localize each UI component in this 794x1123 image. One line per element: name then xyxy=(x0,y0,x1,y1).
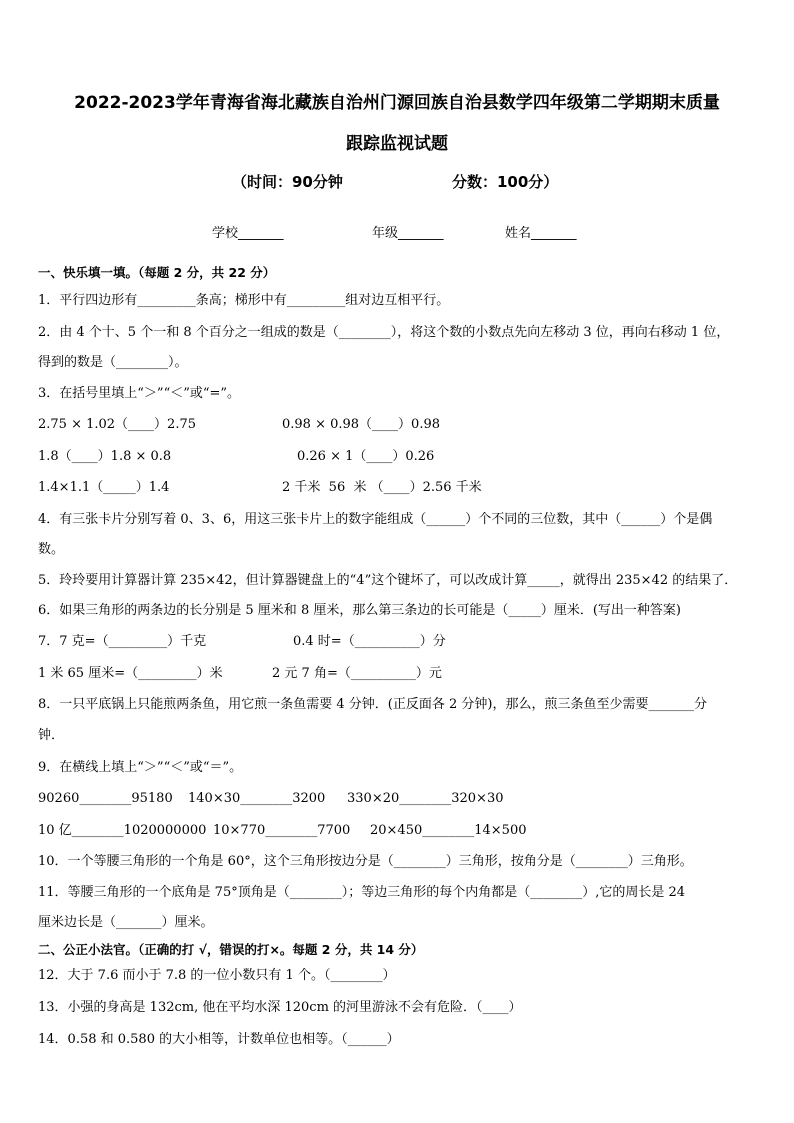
question-8-line1: 8．一只平底锅上只能煎两条鱼，用它煎一条鱼需要 4 分钟．(正反面各 2 分钟)，那么，煎三条鱼至少需要_______分 xyxy=(38,697,707,712)
question-14: 14．0.58 和 0.580 的大小相等，计数单位也相等。（______） xyxy=(38,1032,400,1047)
question-7-item: 0.4 时=（__________）分 xyxy=(293,634,446,649)
question-9-item: 20×450________14×500 xyxy=(370,823,527,838)
question-3-item: 0.98 × 0.98（____）0.98 xyxy=(282,417,440,432)
question-1: 1．平行四边形有_________条高；梯形中有_________组对边互相平行。 xyxy=(38,293,450,308)
question-3-item: 2 千米 56 米 （____）2.56 千米 xyxy=(282,480,482,495)
question-9-item: 90260________95180 xyxy=(38,791,173,806)
question-8-line2: 钟． xyxy=(38,728,65,743)
question-3-item: 1.8（____）1.8 × 0.8 xyxy=(38,449,172,464)
question-3-item: 2.75 × 1.02（____）2.75 xyxy=(38,417,196,432)
question-6: 6．如果三角形的两条边的长分别是 5 厘米和 8 厘米，那么第三条边的长可能是（_____）厘米．(写出一种答案) xyxy=(38,603,681,618)
question-9-item: 140×30________3200 xyxy=(188,791,326,806)
school-field: 学校_______ xyxy=(212,226,284,241)
question-7-item: 1 米 65 厘米=（_________）米 xyxy=(38,666,223,681)
question-12: 12．大于 7.6 而小于 7.8 的一位小数只有 1 个。（________） xyxy=(38,968,396,983)
name-field: 姓名_______ xyxy=(505,226,577,241)
total-score: 分数：100分） xyxy=(452,173,559,191)
question-3-item: 0.26 × 1（____）0.26 xyxy=(297,449,435,464)
question-9-item: 10 亿________1020000000 xyxy=(38,823,207,838)
question-11-line2: 厘米边长是（_______）厘米。 xyxy=(38,915,214,930)
section1-heading: 一、快乐填一填。（每题 2 分，共 22 分） xyxy=(38,265,276,280)
question-4-line1: 4．有三张卡片分别写着 0、3、6，用这三张卡片上的数字能组成（______）个不同的三位数，其中（______）个是偶 xyxy=(38,512,713,527)
question-2-line2: 得到的数是（________）。 xyxy=(38,355,188,370)
question-9-item: 10×770________7700 xyxy=(213,823,351,838)
question-9: 9．在横线上填上“＞”“＜”或“＝”。 xyxy=(38,760,243,775)
question-7-item: 7．7 克=（_________）千克 xyxy=(38,634,207,649)
time-limit: （时间：90分钟 xyxy=(232,173,343,191)
question-13: 13．小强的身高是 132cm, 他在平均水深 120cm 的河里游泳不会有危险．（____） xyxy=(38,1000,522,1015)
question-2-line1: 2．由 4 个十、5 个一和 8 个百分之一组成的数是（________），将这个数的小数点先向左移动 3 位，再向右移动 1 位， xyxy=(38,325,730,340)
section2-heading: 二、公正小法官。（正确的打 √，错误的打×。每题 2 分，共 14 分） xyxy=(38,942,424,957)
grade-field: 年级_______ xyxy=(372,226,444,241)
exam-title-line1: 2022-2023学年青海省海北藏族自治州门源回族自治县数学四年级第二学期期末质量 xyxy=(74,93,720,113)
question-4-line2: 数。 xyxy=(38,542,65,557)
question-3: 3．在括号里填上“＞”“＜”或“=”。 xyxy=(38,386,241,401)
question-5: 5．玲玲要用计算器计算 235×42，但计算器键盘上的“4”这个键坏了，可以改成计算_____，就得出 235×42 的结果了． xyxy=(38,573,738,588)
question-10: 10．一个等腰三角形的一个角是 60°，这个三角形按边分是（________）三角形，按角分是（________）三角形。 xyxy=(38,854,693,869)
question-11-line1: 11．等腰三角形的一个底角是 75°顶角是（________）；等边三角形的每个内角都是（________）,它的周长是 24 xyxy=(38,885,686,900)
question-3-item: 1.4×1.1（_____）1.4 xyxy=(38,480,170,495)
question-9-item: 330×20________320×30 xyxy=(347,791,504,806)
question-7-item: 2 元 7 角=（__________）元 xyxy=(272,666,442,681)
exam-title-line2: 跟踪监视试题 xyxy=(346,134,448,154)
